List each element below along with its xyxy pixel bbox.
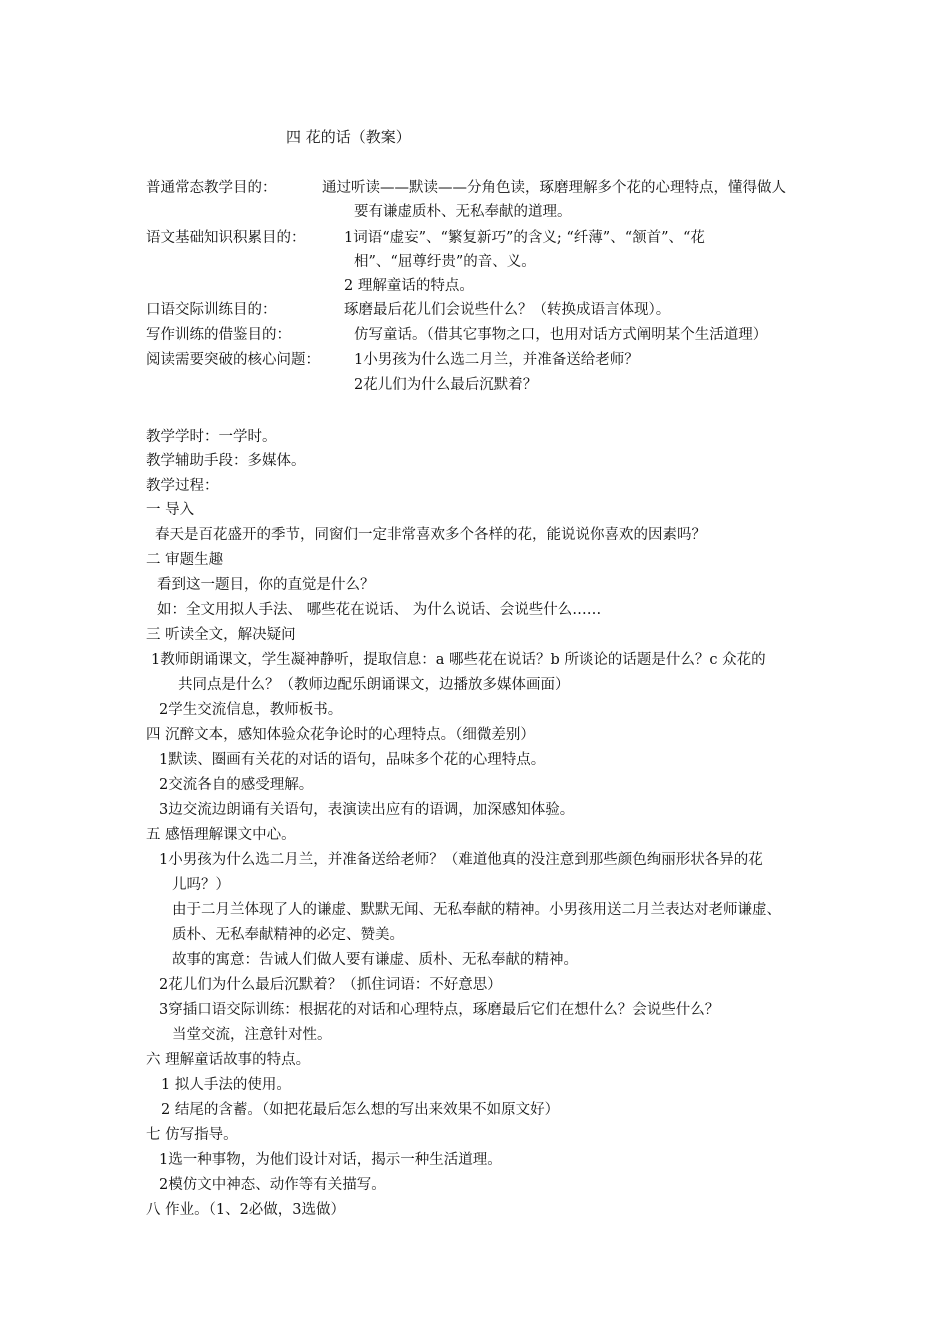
body-line: 1教师朗诵课文，学生凝神静听，提取信息：a 哪些花在说话？b 所谈论的话题是什么？c 众花的 <box>151 652 766 668</box>
body-line: 1选一种事物，为他们设计对话，揭示一种生活道理。 <box>159 1152 502 1168</box>
body-line: 2 结尾的含蓄。（如把花最后怎么想的写出来效果不如原文好） <box>161 1102 560 1118</box>
body-line: 2交流各自的感受理解。 <box>159 777 314 793</box>
section-heading: 七 仿写指导。 <box>146 1127 238 1143</box>
body-line: 看到这一题目，你的直觉是什么？ <box>157 577 375 593</box>
objective-label-knowledge: 语文基础知识积累目的： <box>146 230 306 246</box>
body-line: 当堂交流，注意针对性。 <box>172 1027 332 1043</box>
objective-text: 2花儿们为什么最后沉默着？ <box>354 377 538 393</box>
section-heading: 三 听读全文，解决疑问 <box>146 627 296 643</box>
section-heading: 一 导入 <box>146 502 195 518</box>
objective-label-general: 普通常态教学目的： <box>146 180 277 196</box>
objective-text: 2 理解童话的特点。 <box>344 278 474 294</box>
objective-label-reading: 阅读需要突破的核心问题： <box>146 352 320 368</box>
objective-text: 要有谦虚质朴、无私奉献的道理。 <box>354 204 572 220</box>
body-line: 1 拟人手法的使用。 <box>161 1077 291 1093</box>
objective-text: 仿写童话。（借其它事物之口，也用对话方式阐明某个生活道理） <box>354 327 768 343</box>
info-line: 教学过程： <box>146 478 219 494</box>
body-line: 1小男孩为什么选二月兰，并准备送给老师？（难道他真的没注意到那些颜色绚丽形状各异的花 <box>159 852 763 868</box>
body-line: 2学生交流信息，教师板书。 <box>159 702 343 718</box>
body-line: 如：全文用拟人手法、 哪些花在说话、 为什么说话、会说些什么…… <box>157 602 602 618</box>
section-heading: 八 作业。（1、2必做，3选做） <box>146 1202 346 1218</box>
body-line: 由于二月兰体现了人的谦虚、默默无闻、无私奉献的精神。小男孩用送二月兰表达对老师谦虚、 <box>172 902 781 918</box>
body-line: 儿吗？） <box>172 877 230 893</box>
info-line: 教学辅助手段：多媒体。 <box>146 453 306 469</box>
objective-text: 通过听读——默读——分角色读，琢磨理解多个花的心理特点，懂得做人 <box>322 180 786 196</box>
section-heading: 二 审题生趣 <box>146 552 224 568</box>
doc-title: 四 花的话（教案） <box>286 128 411 146</box>
body-line: 3穿插口语交际训练：根据花的对话和心理特点，琢磨最后它们在想什么？会说些什么？ <box>159 1002 720 1018</box>
objective-text: 琢磨最后花儿们会说些什么？（转换成语言体现）。 <box>344 302 671 318</box>
body-line: 1默读、圈画有关花的对话的语句，品味多个花的心理特点。 <box>159 752 546 768</box>
objective-label-writing: 写作训练的借鉴目的： <box>146 327 291 343</box>
section-heading: 四 沉醉文本，感知体验众花争论时的心理特点。（细微差别） <box>146 727 535 743</box>
body-line: 质朴、无私奉献精神的必定、赞美。 <box>172 927 404 943</box>
objective-text: 1词语“虚妄”、“繁复新巧”的含义; “纤薄”、“颔首”、“花 <box>344 230 705 246</box>
info-line: 教学学时：一学时。 <box>146 429 277 445</box>
objective-text: 1小男孩为什么选二月兰，并准备送给老师？ <box>354 352 639 368</box>
body-line: 春天是百花盛开的季节，同窗们一定非常喜欢多个各样的花，能说说你喜欢的因素吗？ <box>155 527 706 543</box>
section-heading: 五 感悟理解课文中心。 <box>146 827 296 843</box>
objective-text: 相”、“屈尊纡贵”的音、义。 <box>354 254 536 270</box>
body-line: 3边交流边朗诵有关语句，表演读出应有的语调，加深感知体验。 <box>159 802 575 818</box>
section-heading: 六 理解童话故事的特点。 <box>146 1052 311 1068</box>
objective-label-oral: 口语交际训练目的： <box>146 302 277 318</box>
body-line: 共同点是什么？（教师边配乐朗诵课文，边播放多媒体画面） <box>178 677 570 693</box>
body-line: 故事的寓意：告诫人们做人要有谦虚、质朴、无私奉献的精神。 <box>172 952 578 968</box>
body-line: 2花儿们为什么最后沉默着？（抓住词语：不好意思） <box>159 977 502 993</box>
body-line: 2模仿文中神态、动作等有关描写。 <box>159 1177 386 1193</box>
